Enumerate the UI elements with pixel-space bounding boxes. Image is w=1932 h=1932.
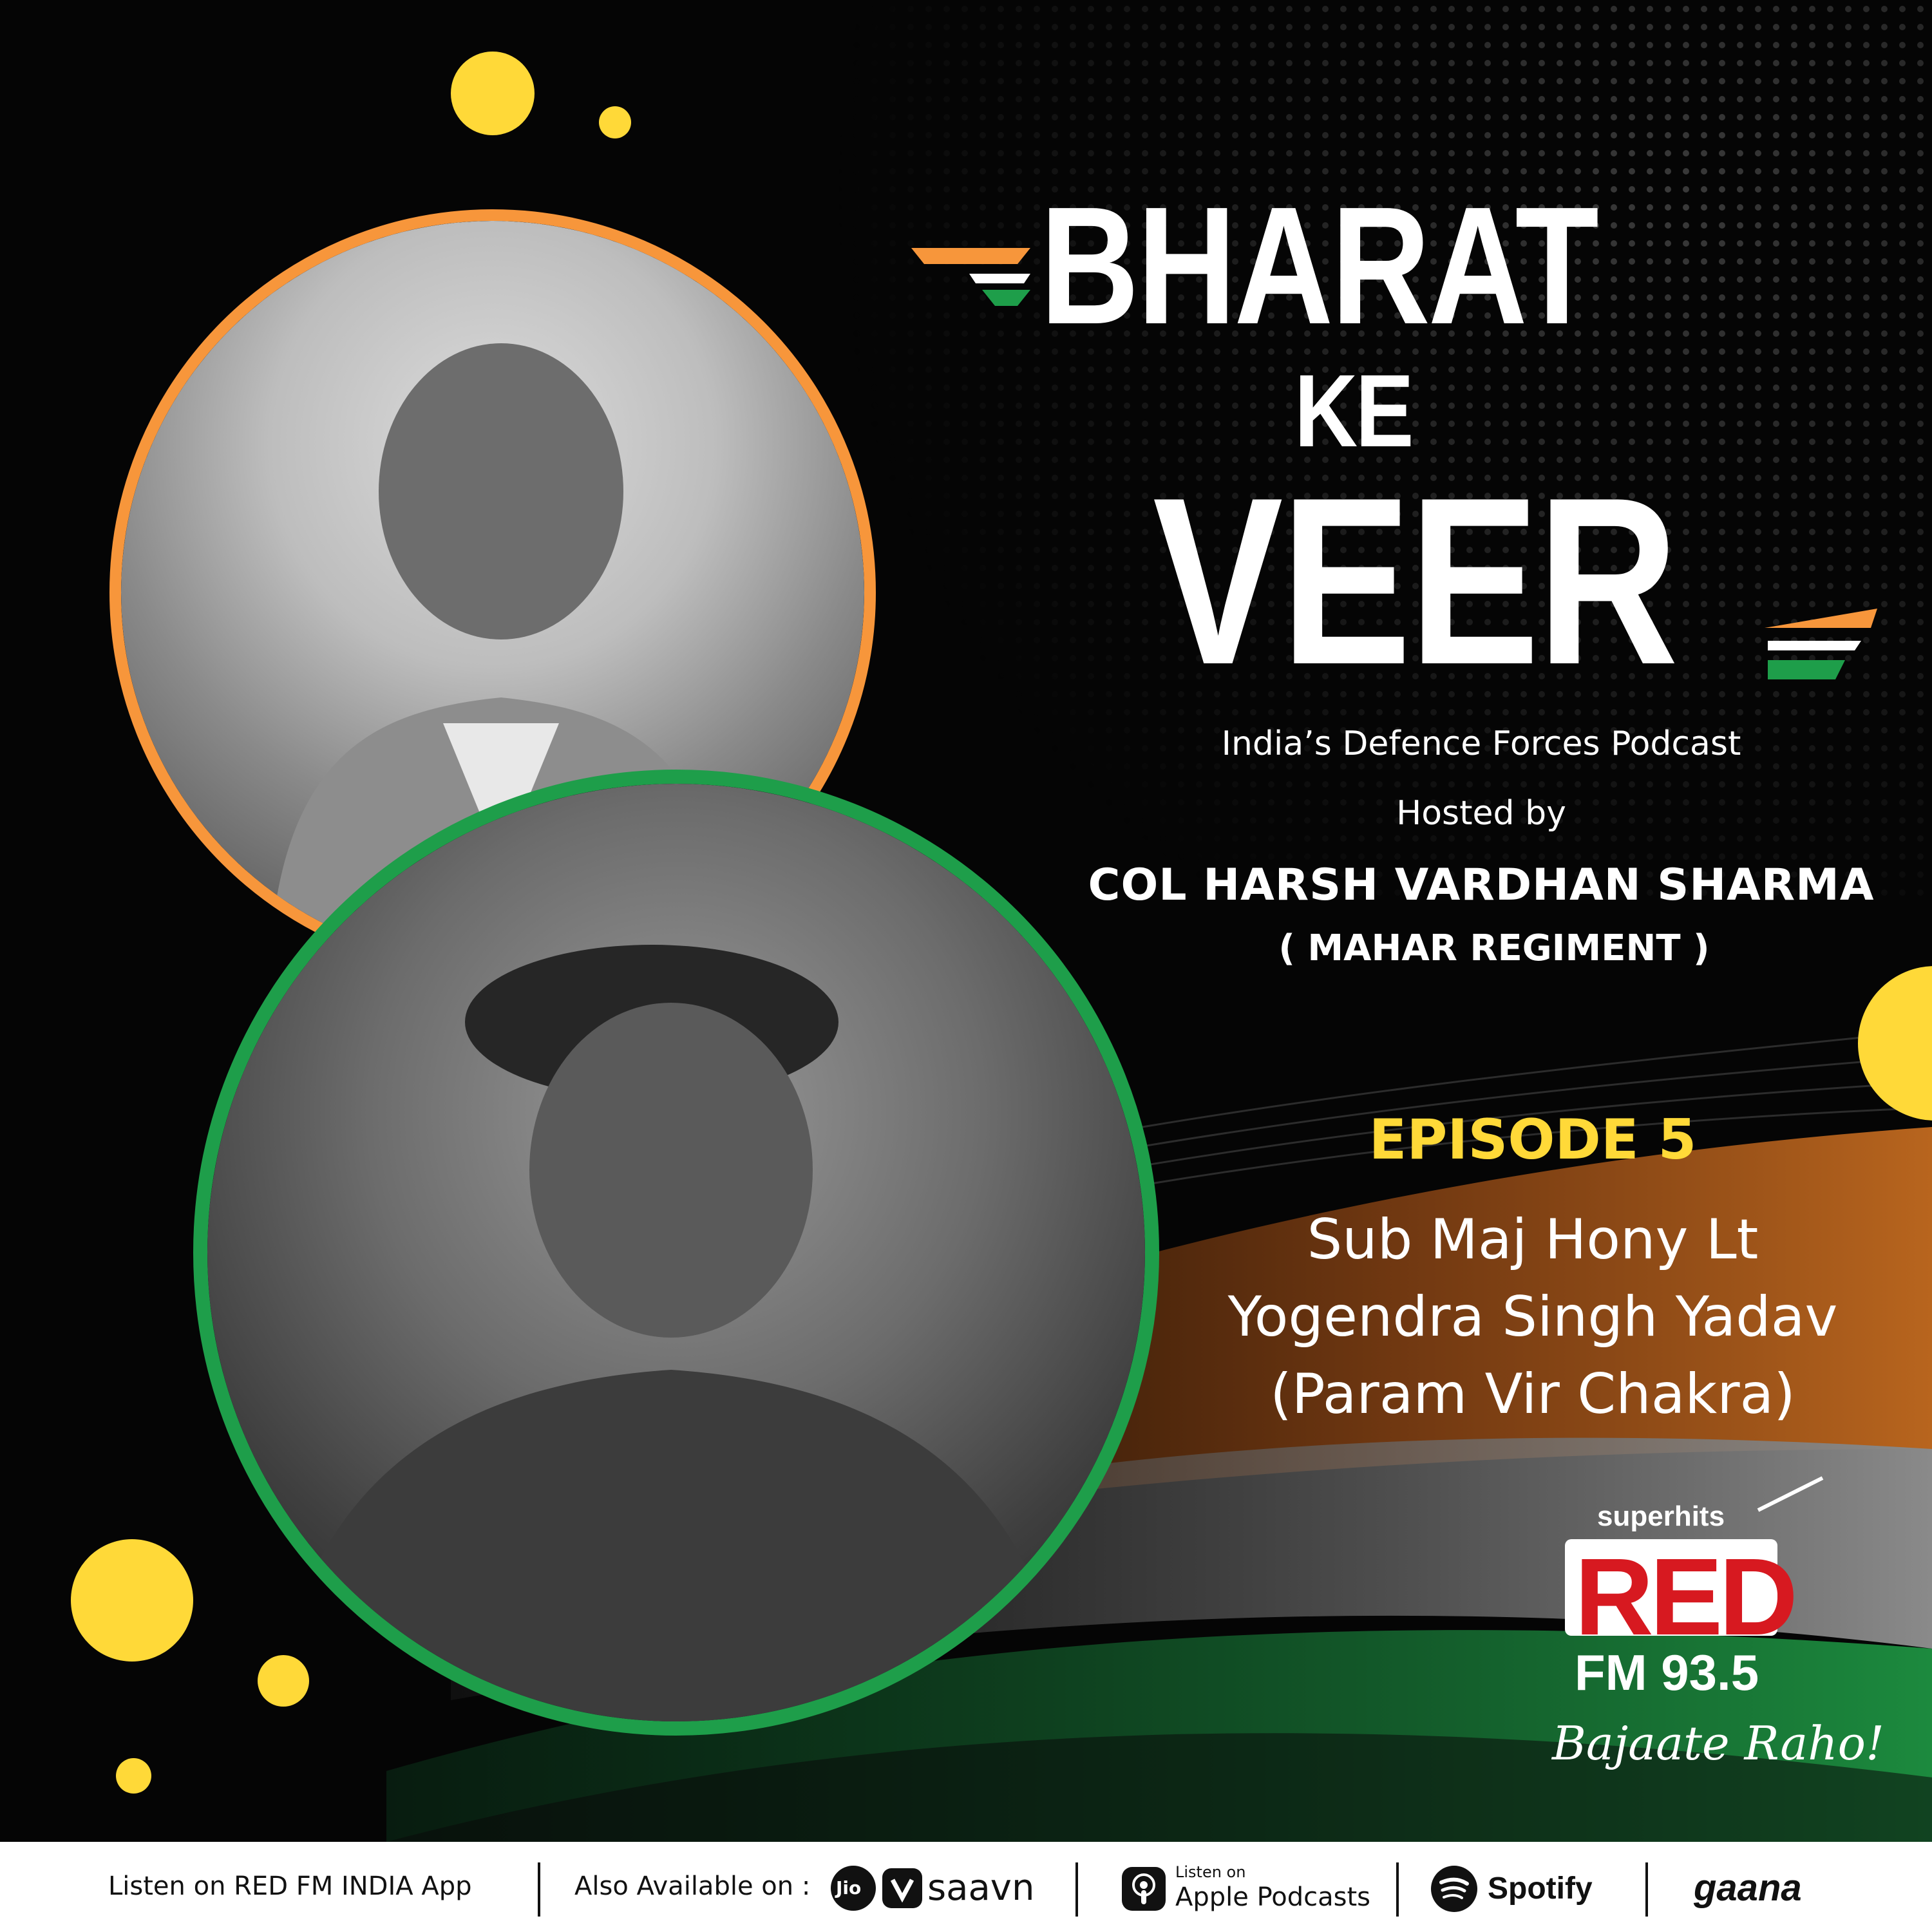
guest-line-2: Yogendra Singh Yadav	[1227, 1285, 1838, 1349]
guest-line-1: Sub Maj Hony Lt	[1307, 1208, 1759, 1272]
spotify-icon	[1430, 1864, 1479, 1913]
footer-divider	[1075, 1862, 1078, 1917]
apple-podcasts-text: Apple Podcasts	[1175, 1882, 1371, 1912]
apple-listen-on: Listen on	[1175, 1863, 1246, 1881]
title-line-3: VEER	[1153, 448, 1677, 714]
title-line-1: BHARAT	[1040, 173, 1597, 359]
jio-text: Jio	[836, 1877, 862, 1899]
footer-divider	[1396, 1862, 1399, 1917]
brand-fm: FM 93.5	[1575, 1644, 1759, 1701]
guest-photo	[193, 770, 1159, 1736]
yellow-dot	[116, 1758, 151, 1794]
footer-divider	[1645, 1862, 1648, 1917]
footer-divider	[538, 1862, 540, 1917]
footer-listen-text: Listen on RED FM INDIA App	[108, 1871, 472, 1901]
flag-stripes-icon	[1765, 609, 1880, 679]
yellow-dot	[599, 106, 631, 138]
spotify-link[interactable]	[1430, 1859, 1623, 1917]
saavn-icon	[881, 1867, 923, 1909]
title-line-2: KE	[1294, 353, 1412, 468]
antenna-icon	[1752, 1475, 1829, 1513]
hosted-by-label: Hosted by	[1396, 794, 1566, 833]
flag-stripes-icon	[911, 248, 1030, 306]
footer-available-text: Also Available on :	[574, 1871, 811, 1901]
host-regiment: ( MAHAR REGIMENT )	[1278, 927, 1710, 969]
brand-red: RED	[1575, 1536, 1794, 1658]
saavn-text: saavn	[927, 1867, 1035, 1909]
guest-line-3: (Param Vir Chakra)	[1270, 1362, 1795, 1426]
yellow-dot	[451, 52, 535, 135]
yellow-dot	[71, 1539, 193, 1662]
episode-label: EPISODE 5	[1368, 1108, 1697, 1172]
brand-slogan: Bajaate Raho!	[1552, 1716, 1884, 1770]
guest-silhouette	[207, 784, 1145, 1721]
red-fm-logo	[1552, 1475, 1884, 1797]
jiosaavn-link[interactable]	[831, 1859, 1043, 1917]
brand-superhits: superhits	[1597, 1501, 1725, 1532]
podcast-icon	[1121, 1866, 1167, 1912]
gaana-link[interactable]: gaana	[1694, 1867, 1802, 1909]
spotify-text: Spotify	[1488, 1871, 1593, 1906]
apple-podcasts-link[interactable]	[1121, 1859, 1378, 1917]
tagline: India’s Defence Forces Podcast	[1221, 724, 1741, 763]
host-name: COL HARSH VARDHAN SHARMA	[1088, 860, 1875, 911]
